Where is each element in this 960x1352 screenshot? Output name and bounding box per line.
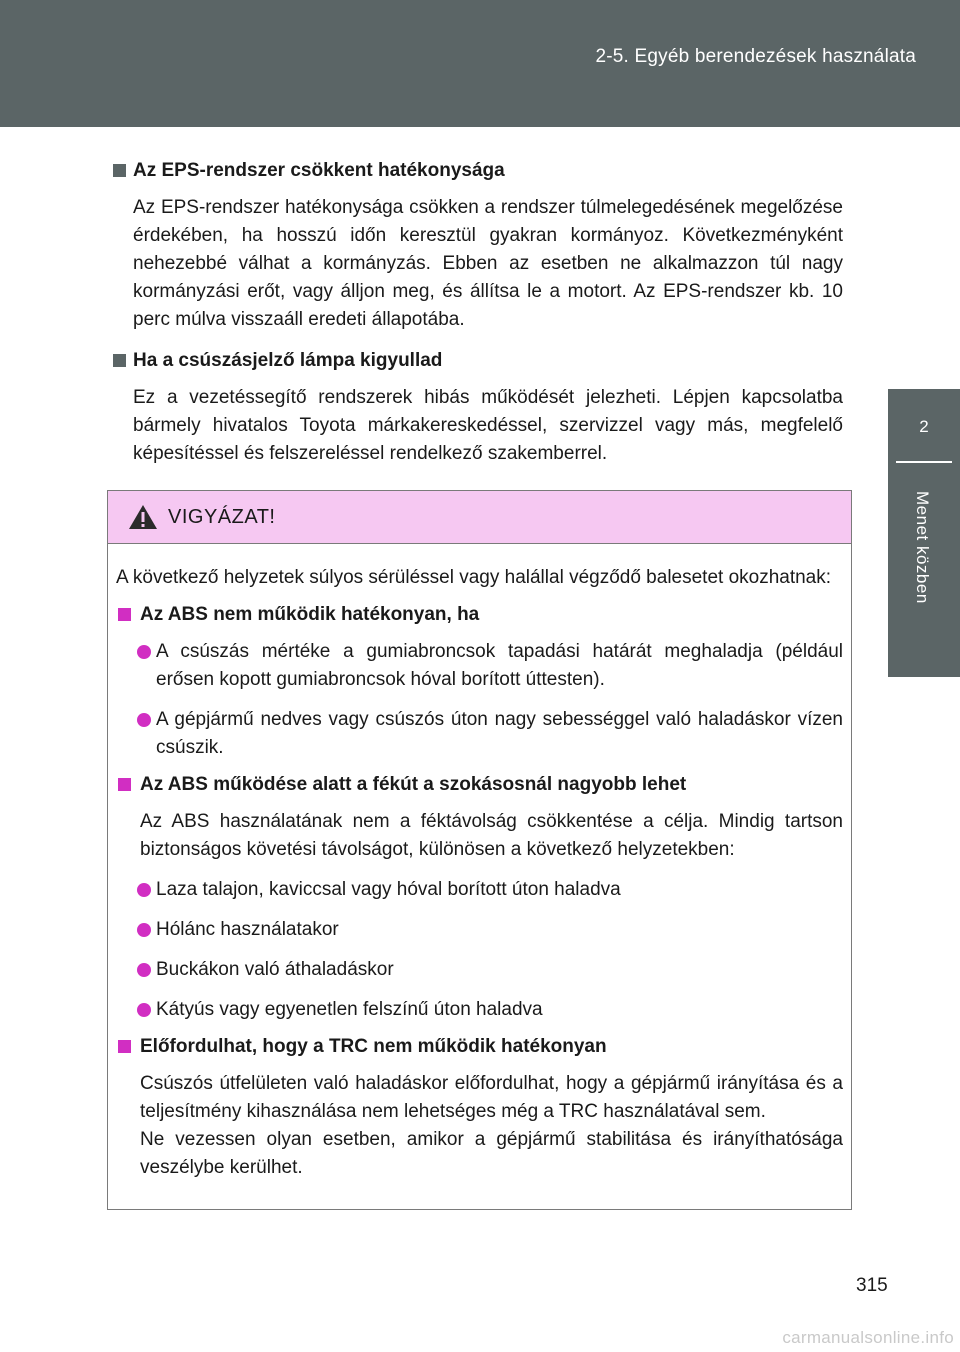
square-bullet-icon — [113, 164, 126, 177]
warning-section-heading-text: Az ABS nem működik hatékonyan, ha — [140, 604, 480, 625]
warning-intro: A következő helyzetek súlyos sérüléssel vagy halállal végződő balesetet okozhatnak: — [116, 567, 832, 588]
bullet-text: Hólánc használatakor — [156, 919, 339, 940]
warning-paragraph: Ne vezessen olyan esetben, amikor a gépjármű stabilitása és irányíthatósága veszélybe kerülhet. — [140, 1129, 843, 1178]
side-tab-number: 2 — [919, 417, 929, 436]
side-tab — [888, 389, 960, 677]
bullet-text: Laza talajon, kaviccsal vagy hóval borított úton haladva — [156, 879, 621, 900]
bullet-text: Buckákon való áthaladáskor — [156, 959, 394, 980]
warning-paragraph: Az ABS használatának nem a féktávolság csökkentése a célja. Mindig tartson biztonságos követési távolságot, különösen a következő helyzetekben: — [140, 811, 843, 860]
bullet-dot-icon — [137, 923, 151, 937]
section-paragraph: Az EPS-rendszer hatékonysága csökken a rendszer túlmelegedésének megelőzése érdekében, ha hosszú időn keresztül gyakran kormányoz. Következményként nehezebbé válhat a kormányzás. Ebben az esetben ne alkalmazzon túl nagy kormányzási erőt, vagy álljon meg, és állítsa le a motort. Az EPS-rendszer kb. 10 perc múlva visszaáll eredeti állapotába. — [133, 197, 843, 330]
main-content — [113, 160, 843, 484]
bullet-dot-icon — [137, 883, 151, 897]
bullet-dot-icon — [137, 963, 151, 977]
warning-title: VIGYÁZAT! — [168, 506, 276, 528]
chapter-title: 2-5. Egyéb berendezések használata — [595, 46, 916, 67]
warning-box — [107, 490, 852, 1210]
side-tab-divider — [896, 461, 952, 463]
section-heading — [113, 160, 843, 182]
warning-header — [108, 491, 851, 544]
warning-bullet — [116, 916, 843, 944]
warning-section-heading — [116, 774, 843, 796]
warning-bullet — [116, 876, 843, 904]
bullet-dot-icon — [137, 645, 151, 659]
bullet-dot-icon — [137, 713, 151, 727]
magenta-square-icon — [118, 608, 131, 621]
warning-bullet — [116, 956, 843, 984]
section-heading-text: Ha a csúszásjelző lámpa kigyullad — [133, 350, 443, 371]
warning-triangle-icon — [128, 504, 158, 530]
page-header — [0, 0, 960, 127]
warning-section-heading — [116, 604, 843, 626]
watermark: carmanualsonline.info — [782, 1328, 954, 1347]
section-paragraph: Ez a vezetéssegítő rendszerek hibás működését jelezheti. Lépjen kapcsolatba bármely hivatalos Toyota márkakereskedéssel, szervizzel vagy más, megfelelő képesítéssel és felszereléssel rendelkező szakemberrel. — [133, 387, 843, 464]
warning-section-heading-text: Az ABS működése alatt a fékút a szokásosnál nagyobb lehet — [140, 774, 687, 795]
warning-bullet — [116, 638, 843, 694]
warning-bullet — [116, 996, 843, 1024]
bullet-text: Kátyús vagy egyenetlen felszínű úton haladva — [156, 999, 543, 1020]
warning-section-heading-text: Előfordulhat, hogy a TRC nem működik hatékonyan — [140, 1036, 607, 1057]
bullet-text: A csúszás mértéke a gumiabroncsok tapadási határát meghaladja (például erősen kopott gumiabroncsok hóval borított úttesten). — [156, 641, 843, 690]
warning-section-heading — [116, 1036, 843, 1058]
side-tab-spacer — [888, 127, 960, 389]
warning-paragraph: Csúszós útfelületen való haladáskor előfordulhat, hogy a gépjármű irányítása és a teljesítmény kihasználása nem lehetséges még a TRC használatával sem. — [140, 1073, 843, 1122]
bullet-text: A gépjármű nedves vagy csúszós úton nagy sebességgel való haladáskor vízen csúszik. — [156, 709, 843, 758]
magenta-square-icon — [118, 1040, 131, 1053]
warning-body — [108, 544, 851, 1182]
magenta-square-icon — [118, 778, 131, 791]
square-bullet-icon — [113, 354, 126, 367]
side-tab-label: Menet közben — [913, 491, 932, 604]
section-heading-text: Az EPS-rendszer csökkent hatékonysága — [133, 160, 505, 181]
section-heading — [113, 350, 843, 372]
page-number: 315 — [856, 1275, 888, 1296]
bullet-dot-icon — [137, 1003, 151, 1017]
warning-bullet — [116, 706, 843, 762]
